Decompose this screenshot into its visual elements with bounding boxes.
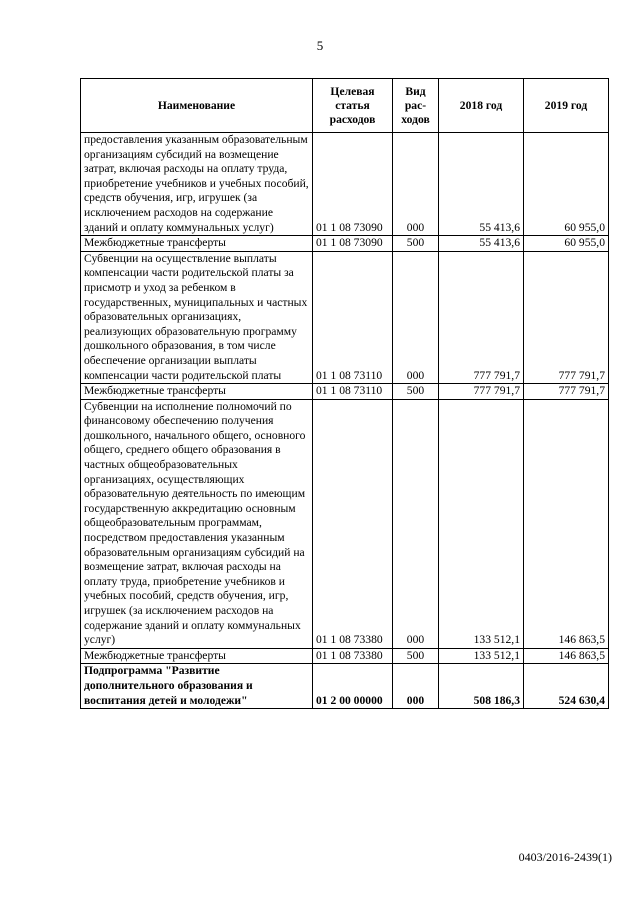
row-2018: 55 413,6 bbox=[439, 236, 524, 252]
row-code: 01 1 08 73380 bbox=[313, 399, 393, 648]
row-2019: 60 955,0 bbox=[524, 236, 609, 252]
table-row-subprogram bbox=[81, 664, 609, 709]
row-2019: 146 863,5 bbox=[524, 648, 609, 664]
budget-table bbox=[80, 78, 609, 709]
row-name: Субвенции на осуществление выплаты компенсации части родительской платы за присмотр и уход за ребенком в государственных, муниципальных и частных образовательных организациях, реализующих образовательную программу дошкольного образования, в том числе обеспечение организации выплаты компенсации части родительской платы bbox=[81, 251, 313, 383]
table-row bbox=[81, 236, 609, 252]
table-row bbox=[81, 251, 609, 383]
row-vid: 000 bbox=[393, 133, 439, 236]
header-code: Целевая статья расходов bbox=[313, 79, 393, 133]
row-name: предоставления указанным образовательным организациям субсидий на возмещение затрат, включая расходы на оплату труда, приобретение учебников и учебных пособий, средств обучения, игр, игрушек (за исключением расходов на содержание зданий и оплату коммунальных услуг) bbox=[81, 133, 313, 236]
header-name: Наименование bbox=[81, 79, 313, 133]
row-2019: 777 791,7 bbox=[524, 251, 609, 383]
row-vid: 000 bbox=[393, 251, 439, 383]
row-name: Межбюджетные трансферты bbox=[81, 648, 313, 664]
row-2018: 777 791,7 bbox=[439, 384, 524, 400]
header-2018: 2018 год bbox=[439, 79, 524, 133]
row-2018: 55 413,6 bbox=[439, 133, 524, 236]
table-row bbox=[81, 648, 609, 664]
row-vid: 500 bbox=[393, 236, 439, 252]
table-row bbox=[81, 384, 609, 400]
table-row bbox=[81, 399, 609, 648]
row-2019: 524 630,4 bbox=[524, 664, 609, 709]
row-code: 01 1 08 73110 bbox=[313, 384, 393, 400]
row-2019: 146 863,5 bbox=[524, 399, 609, 648]
row-2018: 133 512,1 bbox=[439, 648, 524, 664]
row-name: Субвенции на исполнение полномочий по финансовому обеспечению получения дошкольного, начального общего, основного общего, среднего общего образования в частных общеобразовательных организациях, осуществляющих образовательную деятельность по имеющим государственную аккредитацию основным общеобразовательным программам, посредством предоставления указанным образовательным организациям субсидий на возмещение затрат, включая расходы на оплату труда, приобретение учебников и учебных пособий, средств обучения, игр, игрушек (за исключением расходов на содержание зданий и оплату коммунальных услуг) bbox=[81, 399, 313, 648]
table-header-row bbox=[81, 79, 609, 133]
row-vid: 500 bbox=[393, 384, 439, 400]
table-row bbox=[81, 133, 609, 236]
row-2019: 777 791,7 bbox=[524, 384, 609, 400]
page-number: 5 bbox=[316, 38, 324, 53]
header-2019: 2019 год bbox=[524, 79, 609, 133]
header-vid: Вид рас-ходов bbox=[393, 79, 439, 133]
document-id: 0403/2016-2439(1) bbox=[518, 850, 612, 864]
row-vid: 500 bbox=[393, 648, 439, 664]
row-2019: 60 955,0 bbox=[524, 133, 609, 236]
row-code: 01 1 08 73380 bbox=[313, 648, 393, 664]
row-code: 01 1 08 73110 bbox=[313, 251, 393, 383]
row-name: Подпрограмма "Развитие дополнительного образования и воспитания детей и молодежи" bbox=[81, 664, 313, 709]
row-2018: 777 791,7 bbox=[439, 251, 524, 383]
row-code: 01 1 08 73090 bbox=[313, 133, 393, 236]
row-2018: 508 186,3 bbox=[439, 664, 524, 709]
row-name: Межбюджетные трансферты bbox=[81, 384, 313, 400]
row-vid: 000 bbox=[393, 399, 439, 648]
row-name: Межбюджетные трансферты bbox=[81, 236, 313, 252]
row-2018: 133 512,1 bbox=[439, 399, 524, 648]
row-code: 01 2 00 00000 bbox=[313, 664, 393, 709]
row-vid: 000 bbox=[393, 664, 439, 709]
row-code: 01 1 08 73090 bbox=[313, 236, 393, 252]
